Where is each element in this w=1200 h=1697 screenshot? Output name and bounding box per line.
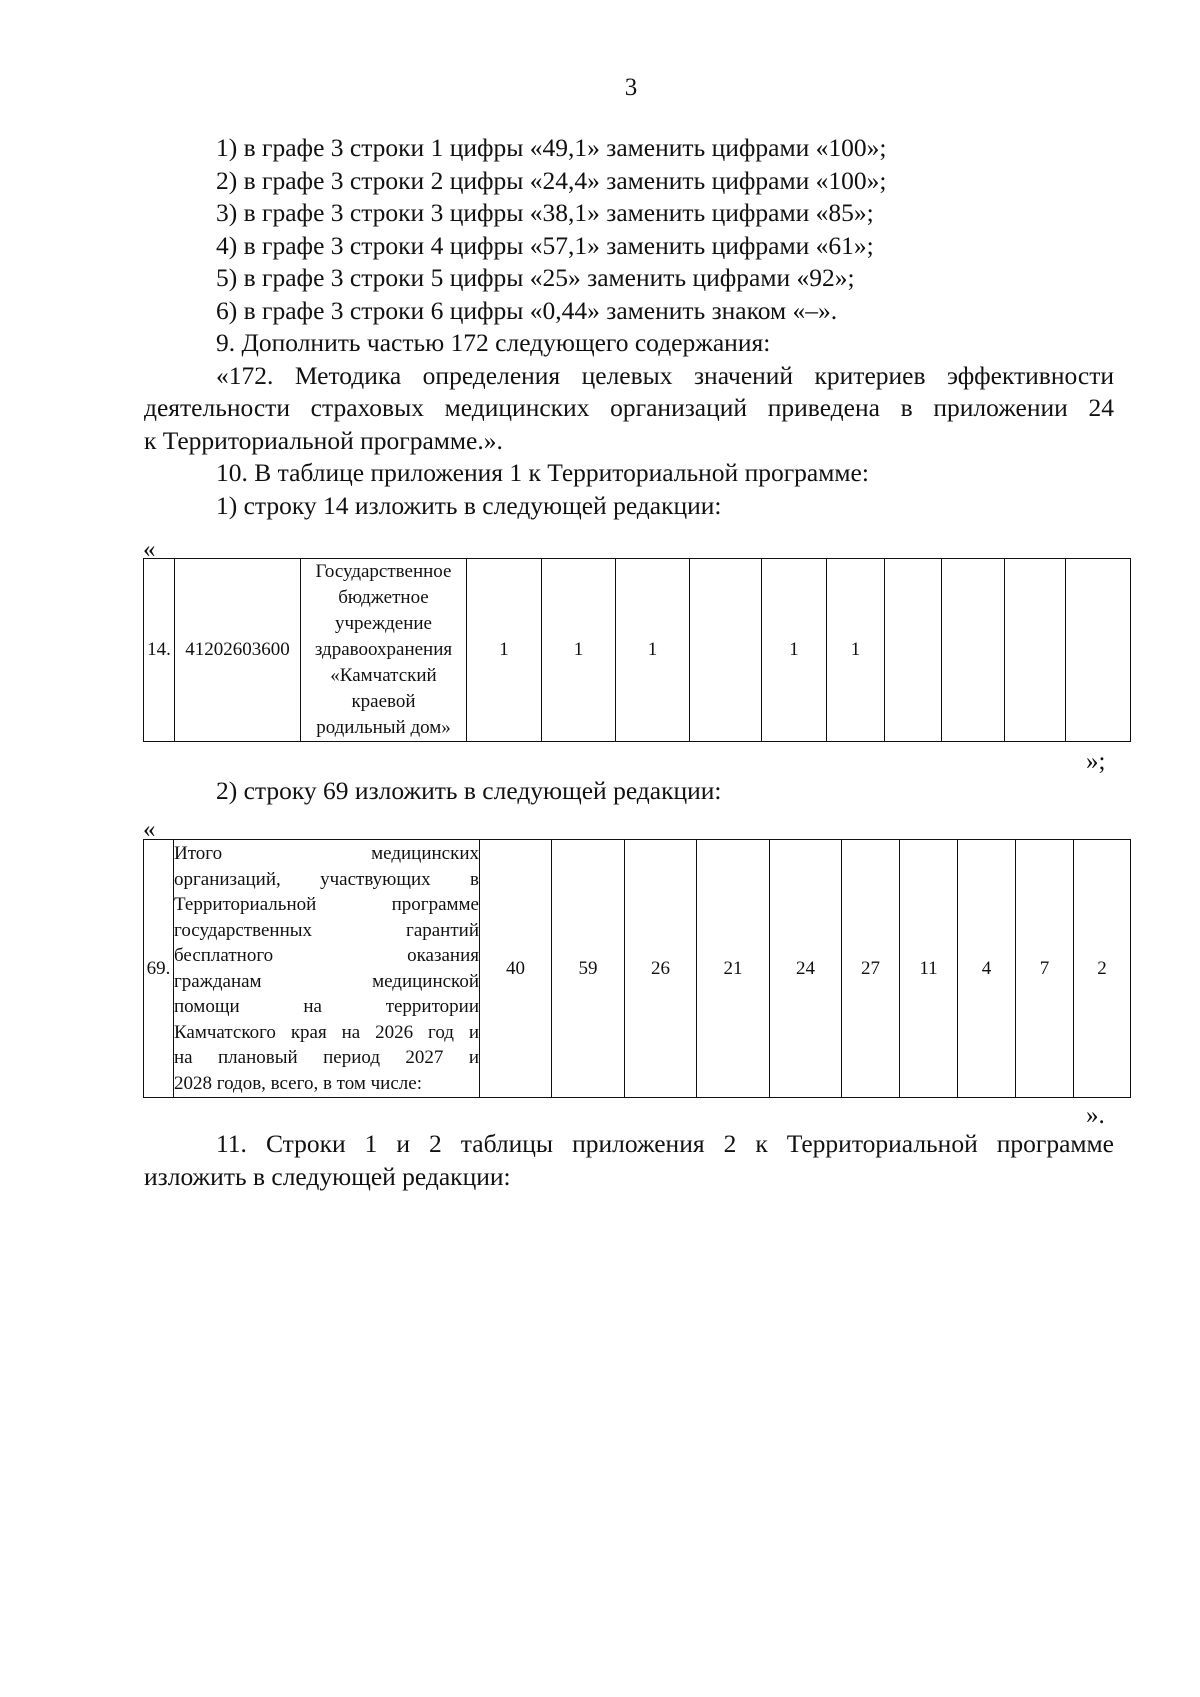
name-line: учреждение (335, 613, 432, 634)
opening-quote-1: « (143, 536, 156, 563)
item-4: 4) в графе 3 строки 4 цифры «57,1» заменить цифрами «61»; (216, 230, 874, 260)
section-10-sub-2: 2) строку 69 изложить в следующей редакции: (216, 776, 722, 805)
name-line: бюджетное (338, 587, 429, 608)
row-14-table (143, 558, 1131, 742)
name-line: родильный дом» (316, 717, 451, 738)
value-cell: 11 (900, 840, 958, 1098)
value-cell (885, 559, 942, 742)
name-line: организаций, участвующих в (174, 868, 479, 890)
item-6: 6) в графе 3 строки 6 цифры «0,44» заменить знаком «–». (216, 295, 838, 325)
value-cell: 1 (827, 559, 885, 742)
value-cell: 1 (762, 559, 827, 742)
value-cell (942, 559, 1005, 742)
page-number: 3 (624, 74, 638, 101)
table-row-69 (144, 840, 1131, 1098)
value-cell: 40 (480, 840, 552, 1098)
name-line: государственных гарантий (174, 919, 479, 941)
value-cell (1005, 559, 1066, 742)
section-9-heading: 9. Дополнить частью 172 следующего содержания: (216, 328, 771, 357)
item-2: 2) в графе 3 строки 2 цифры «24,4» заменить цифрами «100»; (216, 165, 887, 195)
name-line: Государственное (315, 561, 452, 582)
value-cell (1066, 559, 1131, 742)
section-11 (144, 1128, 1114, 1193)
name-line: 2028 годов, всего, в том числе: (174, 1072, 422, 1094)
name-line: Территориальной программе (174, 894, 479, 915)
section-11-line-2: изложить в следующей редакции: (144, 1161, 511, 1191)
value-cell: 2 (1074, 840, 1131, 1098)
organization-name (174, 840, 480, 1098)
organization-name (301, 559, 467, 742)
name-line: бесплатного оказания (174, 945, 479, 966)
value-cell: 7 (1016, 840, 1074, 1098)
closing-quote-1: »; (1086, 748, 1106, 775)
row-number: 14. (144, 559, 175, 742)
name-line: Итого медицинских (174, 843, 479, 864)
row-number: 69. (144, 840, 174, 1098)
amendments-text (144, 132, 1114, 522)
value-cell: 21 (697, 840, 770, 1098)
section-10-sub-1: 1) строку 14 изложить в следующей редакции: (216, 490, 722, 520)
section-9-quote-line-1: «172. Методика определения целевых значений критериев эффективности (216, 360, 1114, 390)
item-3: 3) в графе 3 строки 3 цифры «38,1» заменить цифрами «85»; (216, 198, 874, 227)
value-cell: 4 (958, 840, 1016, 1098)
value-cell: 1 (467, 559, 542, 742)
name-line: помощи на территории (174, 996, 479, 1017)
name-line: Камчатского края на 2026 год и (174, 1021, 479, 1043)
organization-code: 41202603600 (175, 559, 301, 742)
section-10-heading: 10. В таблице приложения 1 к Территориальной программе: (216, 458, 869, 487)
value-cell: 59 (552, 840, 625, 1098)
name-line: здравоохранения (314, 639, 453, 660)
value-cell: 26 (625, 840, 697, 1098)
value-cell: 1 (616, 559, 690, 742)
value-cell: 24 (770, 840, 842, 1098)
name-line: на плановый период 2027 и (174, 1047, 479, 1068)
opening-quote-2: « (143, 816, 156, 843)
section-9-quote-line-3: к Территориальной программе.». (144, 425, 503, 455)
value-cell: 1 (542, 559, 616, 742)
section-11-line-1: 11. Строки 1 и 2 таблицы приложения 2 к Территориальной программе (216, 1129, 1114, 1158)
row-69-table (143, 839, 1131, 1098)
name-line: «Камчатский (330, 665, 437, 686)
item-1: 1) в графе 3 строки 1 цифры «49,1» заменить цифрами «100»; (216, 133, 887, 162)
value-cell (690, 559, 762, 742)
closing-quote-2: ». (1086, 1102, 1105, 1129)
table-row-14 (144, 559, 1131, 742)
value-cell: 27 (842, 840, 900, 1098)
section-9-quote-line-2: деятельности страховых медицинских организаций приведена в приложении 24 (144, 393, 1114, 422)
name-line: гражданам медицинской (174, 970, 479, 992)
name-line: краевой (351, 691, 416, 712)
item-5: 5) в графе 3 строки 5 цифры «25» заменить цифрами «92»; (216, 263, 855, 292)
